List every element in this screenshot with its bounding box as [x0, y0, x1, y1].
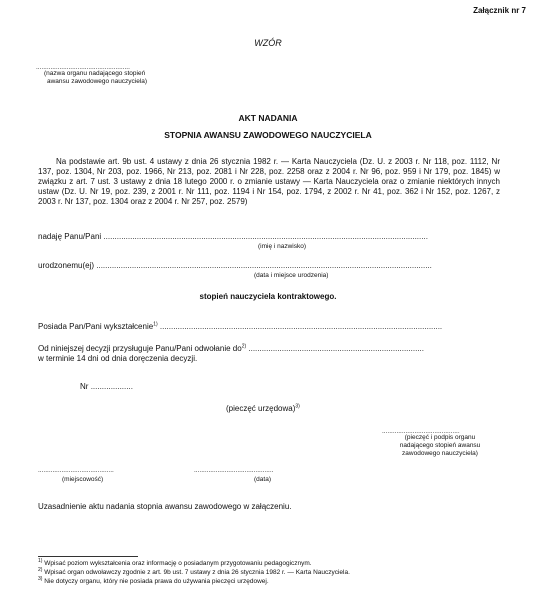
birth-label: urodzonemu(ej)	[38, 261, 95, 270]
number-row	[80, 382, 133, 391]
footnote-divider	[38, 556, 138, 557]
signature-dots: ...........................................	[382, 428, 460, 435]
footnote-1-text: Wpisać poziom wykształcenia oraz informację o posiadanym przygotowaniu pedagogicznym.	[44, 560, 312, 567]
place-dots: ..........................................	[38, 467, 114, 474]
stamp-text: (pieczęć urzędowa)	[226, 404, 296, 413]
footnote-3-mark: 3)	[38, 575, 43, 582]
footnote-1-mark: 1)	[38, 557, 43, 564]
footnote-3	[38, 575, 269, 586]
education-footnote-mark: 1)	[153, 321, 158, 328]
education-row	[38, 322, 442, 331]
signature-caption	[370, 434, 510, 458]
document-title: AKT NADANIA	[238, 113, 298, 123]
annex-label: Załącznik nr 7	[473, 6, 526, 15]
appeal-row	[38, 344, 424, 353]
footnote-2	[38, 566, 350, 577]
organ-name-dots: ....................................................	[36, 64, 130, 71]
official-stamp-label	[226, 404, 300, 413]
footnote-2-text: Wpisać organ odwoławczy zgodnie z art. 9b ust. 7 ustawy z dnia 26 stycznia 1982 r. — Karta Nauczyciela.	[44, 569, 350, 576]
date-dots: ............................................	[194, 467, 274, 474]
birth-field-row	[38, 261, 432, 270]
legal-basis-paragraph: Na podstawie art. 9b ust. 4 ustawy z dnia 26 stycznia 1982 r. — Karta Nauczyciela (Dz. U. z 2003 r. Nr 118, poz. 1112, Nr 137, poz. 1304, Nr 203, poz. 1966, Nr 213, poz. 2081 i Nr 228, poz. 2258 oraz z 2004 r. Nr 96, poz. 959 i Nr 179, poz. 1845) w związku z art. 7 ust. 3 ustawy z dnia 18 lutego 2000 r. o zmianie ustawy — Karta Nauczyciela oraz o zmianie niektórych innych ustaw (Dz. U. Nr 19, poz. 239, z 2001 r. Nr 111, poz. 1194 i Nr 154, poz. 1794, z 2002 r. Nr 41, poz. 362 i Nr 152, poz. 1267, z 2003 r. Nr 137, poz. 1304 oraz z 2004 r. Nr 257, poz. 2579)	[38, 157, 500, 206]
footnote-2-mark: 2)	[38, 566, 43, 573]
birth-caption: (data i miejsce urodzenia)	[254, 272, 329, 279]
appeal-footnote-mark: 2)	[241, 343, 247, 350]
form-label: WZÓR	[254, 38, 282, 48]
education-dots: ...............................................................................................................................	[159, 322, 443, 331]
stamp-footnote-mark: 3)	[295, 403, 300, 410]
footnote-1	[38, 557, 312, 568]
document-subtitle: STOPNIA AWANSU ZAWODOWEGO NAUCZYCIELA	[164, 130, 372, 140]
teacher-degree: stopień nauczyciela kontraktowego.	[199, 292, 337, 301]
appeal-dots: ...............................................................................	[248, 344, 424, 353]
signature-caption-line3: zawodowego nauczyciela)	[402, 450, 478, 457]
name-field-row	[38, 232, 428, 241]
date-caption: (data)	[254, 476, 271, 483]
education-label: Posiada Pan/Pani wykształcenie	[38, 322, 154, 331]
appeal-deadline: w terminie 14 dni od dnia doręczenia decyzji.	[38, 354, 198, 363]
organ-caption-line1: (nazwa organu nadającego stopień	[44, 70, 146, 77]
birth-dots: .......................................................................................................................................................	[96, 261, 432, 270]
appeal-text: Od niniejszej decyzji przysługuje Panu/Pani odwołanie do	[38, 344, 242, 353]
name-label: nadaję Panu/Pani	[38, 232, 102, 241]
name-caption: (imię i nazwisko)	[258, 243, 307, 250]
number-label: Nr	[80, 382, 89, 391]
footnote-3-text: Nie dotyczy organu, który nie posiada prawa do używania pieczęci urzędowej.	[44, 578, 269, 585]
signature-caption-line1: (pieczęć i podpis organu	[404, 434, 476, 441]
number-dots: ...................	[90, 382, 133, 391]
signature-caption-line2: nadającego stopień awansu	[399, 442, 481, 449]
name-dots: ..................................................................................................................................................	[103, 232, 428, 241]
organ-caption-line2: awansu zawodowego nauczyciela)	[47, 78, 148, 85]
place-caption: (miejscowość)	[62, 476, 104, 483]
justification-note: Uzasadnienie aktu nadania stopnia awansu zawodowego w załączeniu.	[38, 502, 292, 511]
